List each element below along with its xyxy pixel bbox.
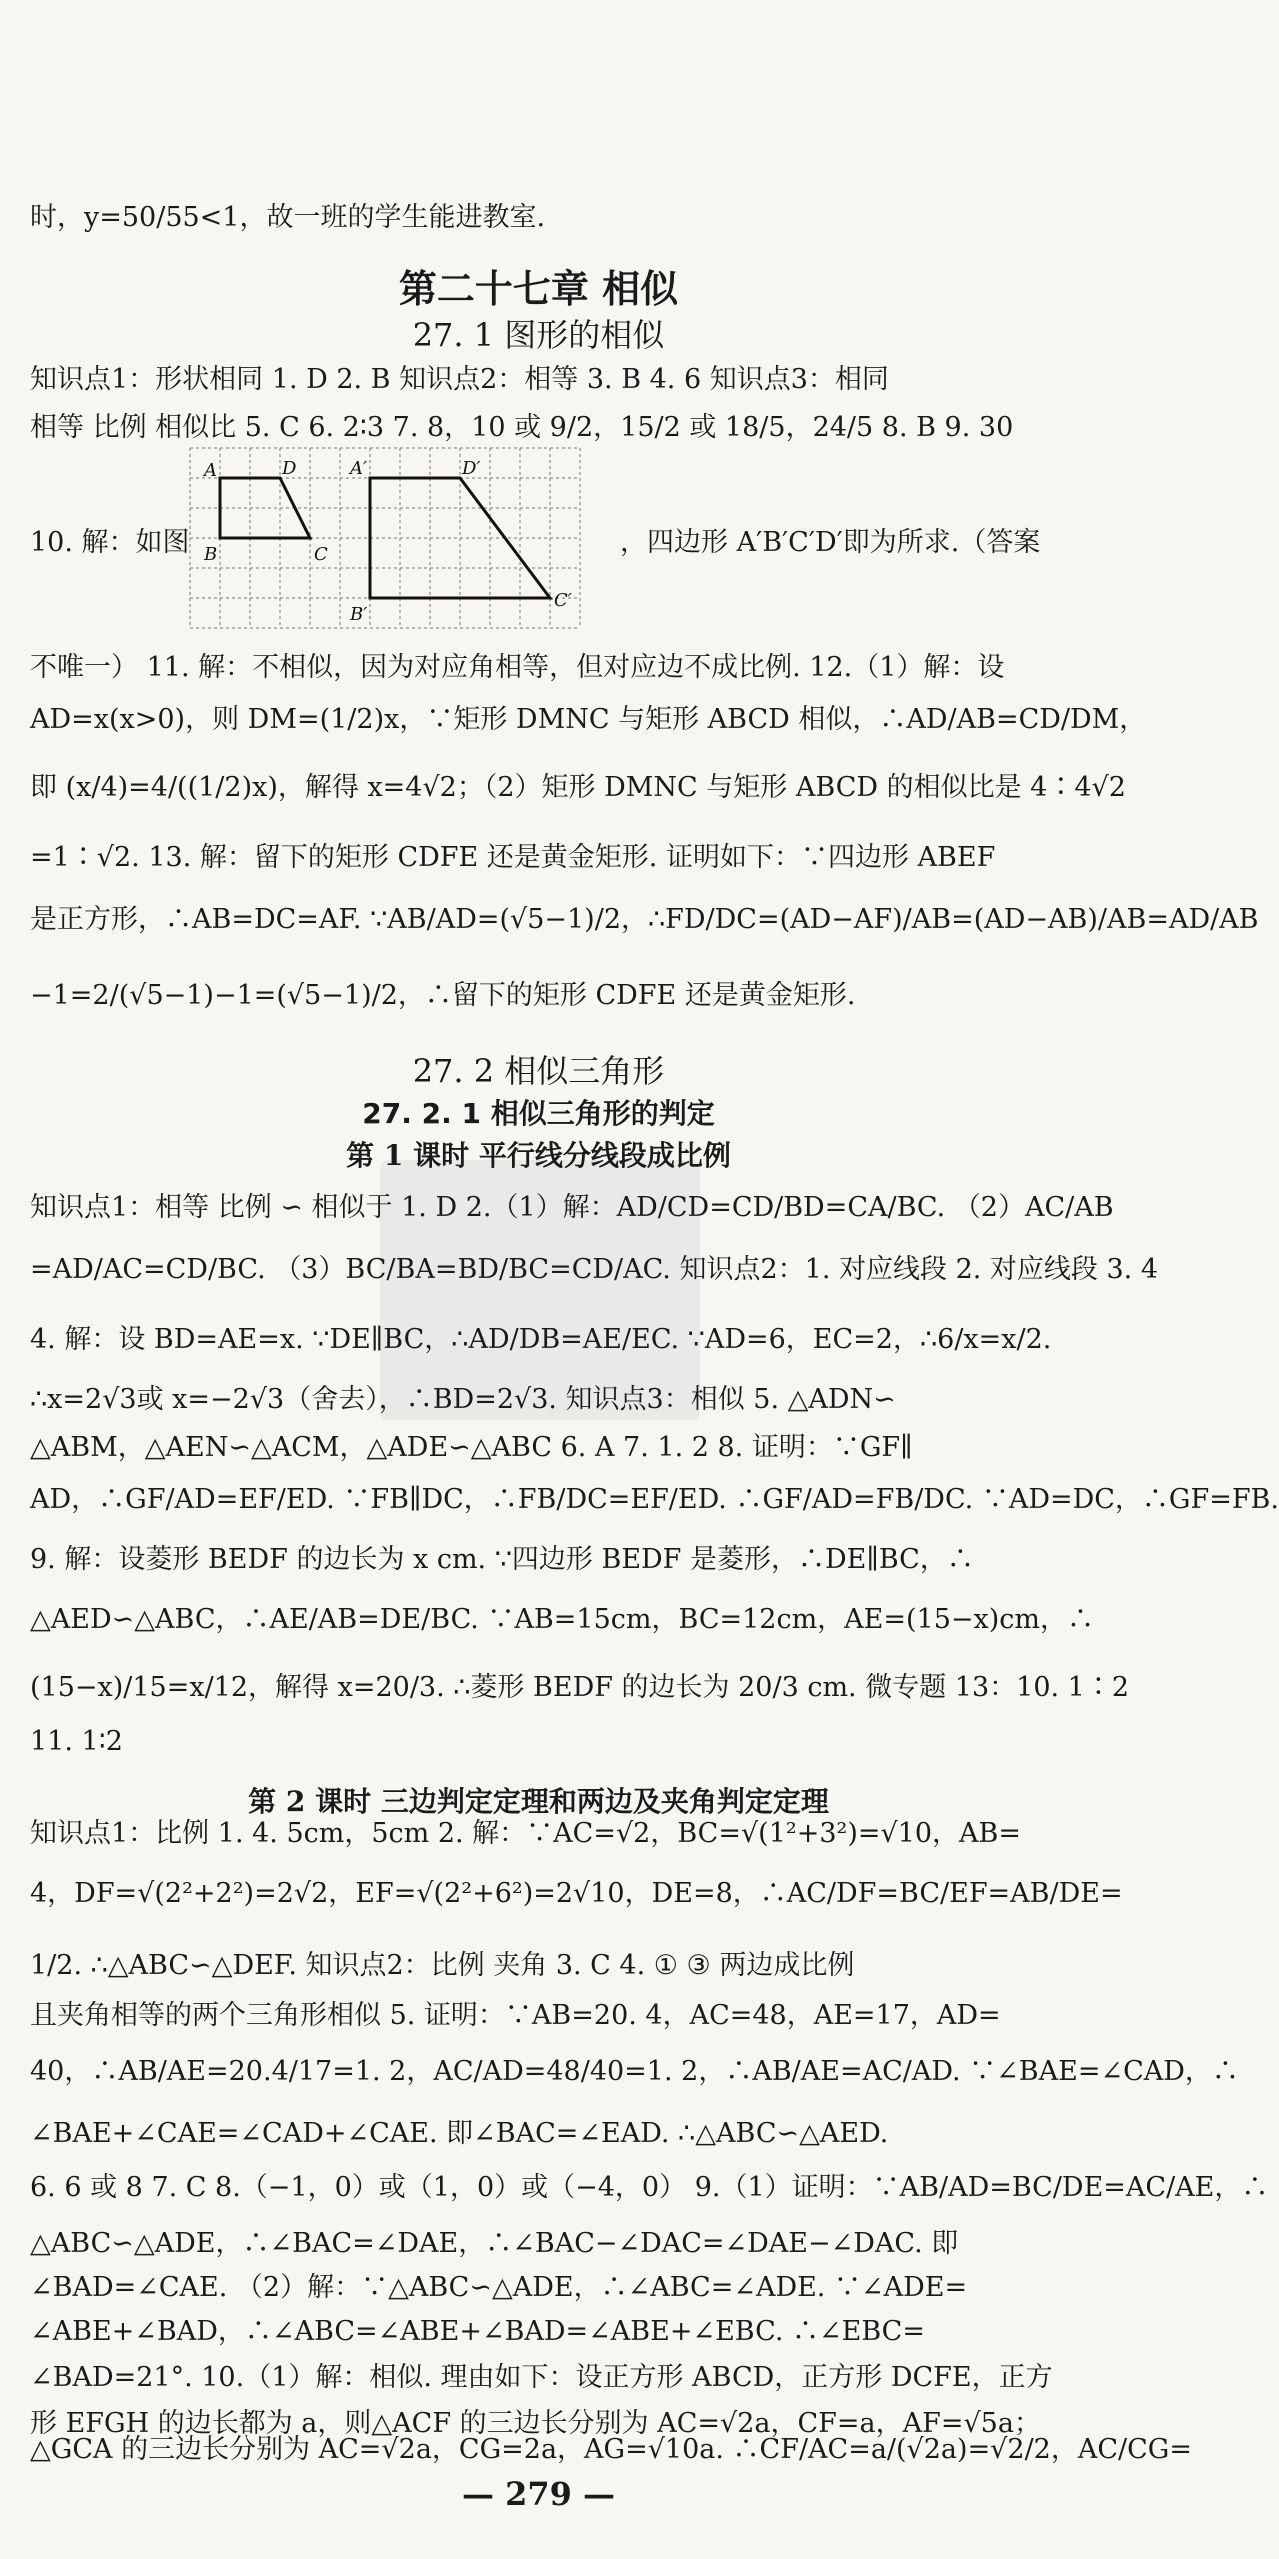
text-line: (15−x)/15=x/12，解得 x=20/3. ∴菱形 BEDF 的边长为 20/3 cm. 微专题 13：10. 1∶2	[30, 1672, 1130, 1703]
text-line: △GCA 的三边长分别为 AC=√2a，CG=2a，AG=√10a. ∴CF/AC=a/(√2a)=√2/2，AC/CG=	[30, 2434, 1192, 2465]
text-line: 形 EFGH 的边长都为 a，则△ACF 的三边长分别为 AC=√2a，CF=a，AF=√5a；	[30, 2408, 1041, 2439]
label-A: A	[204, 460, 217, 481]
lesson-title: 第 2 课时 三边判定定理和两边及夹角判定定理	[248, 1785, 829, 1818]
section-title: 27. 2 相似三角形	[412, 1052, 665, 1090]
text-line: 40，∴AB/AE=20.4/17=1. 2，AC/AD=48/40=1. 2，∴AB/AE=AC/AD. ∵∠BAE=∠CAD，∴	[30, 2056, 1239, 2087]
text-line: 知识点1：相等 比例 ∽ 相似于 1. D 2.（1）解：AD/CD=CD/BD=CA/BC. （2）AC/AB	[30, 1192, 1114, 1223]
text-line: 是正方形，∴AB=DC=AF. ∵AB/AD=(√5−1)/2，∴FD/DC=(AD−AF)/AB=(AD−AB)/AB=AD/AB	[30, 904, 1259, 935]
figure-caption-suffix: ，四边形 A′B′C′D′即为所求.（答案	[620, 527, 1041, 558]
text-line: =1∶√2. 13. 解：留下的矩形 CDFE 还是黄金矩形. 证明如下：∵四边形 ABEF	[30, 842, 996, 873]
text-line: 且夹角相等的两个三角形相似 5. 证明：∵AB=20. 4，AC=48，AE=17，AD=	[30, 2000, 1001, 2031]
lesson-title: 第 1 课时 平行线分线段成比例	[346, 1139, 731, 1172]
label-D: D	[282, 458, 297, 479]
text-line: 不唯一） 11. 解：不相似，因为对应角相等，但对应边不成比例. 12.（1）解：设	[30, 652, 1005, 683]
figure-caption-prefix: 10. 解：如图	[30, 527, 190, 558]
text-line: −1=2/(√5−1)−1=(√5−1)/2，∴留下的矩形 CDFE 还是黄金矩形.	[30, 980, 856, 1011]
label-C-prime: C′	[554, 590, 572, 611]
label-D-prime: D′	[462, 458, 481, 479]
chapter-title: 第二十七章 相似	[398, 267, 679, 311]
text-line: ∠BAD=21°. 10.（1）解：相似. 理由如下：设正方形 ABCD，正方形 DCFE，正方	[30, 2362, 1053, 2393]
section-title: 27. 1 图形的相似	[412, 316, 665, 354]
text-line: ∠BAE+∠CAE=∠CAD+∠CAE. 即∠BAC=∠EAD. ∴△ABC∽△AED.	[30, 2118, 889, 2149]
label-B-prime: B′	[350, 604, 368, 625]
grid-figure	[190, 448, 610, 638]
text-line: 时，y=50/55<1，故一班的学生能进教室.	[30, 202, 546, 233]
text-line: 9. 解：设菱形 BEDF 的边长为 x cm. ∵四边形 BEDF 是菱形，∴DE∥BC，∴	[30, 1544, 974, 1575]
label-A-prime: A′	[350, 458, 368, 479]
text-line: 11. 1∶2	[30, 1726, 123, 1757]
text-line: ∴x=2√3或 x=−2√3（舍去），∴BD=2√3. 知识点3：相似 5. △ADN∽	[30, 1384, 896, 1415]
text-line: △AED∽△ABC，∴AE/AB=DE/BC. ∵AB=15cm，BC=12cm，AE=(15−x)cm，∴	[30, 1604, 1095, 1635]
text-line: ∠ABE+∠BAD，∴∠ABC=∠ABE+∠BAD=∠ABE+∠EBC. ∴∠EBC=	[30, 2316, 925, 2347]
label-B: B	[204, 544, 218, 565]
text-line: 6. 6 或 8 7. C 8.（−1，0）或（1，0）或（−4，0） 9.（1）证明：∵AB/AD=BC/DE=AC/AE，∴	[30, 2172, 1269, 2203]
text-line: 即 (x/4)=4/((1/2)x)，解得 x=4√2；（2）矩形 DMNC 与矩形 ABCD 的相似比是 4∶4√2	[30, 772, 1126, 803]
subsection-title: 27. 2. 1 相似三角形的判定	[362, 1097, 715, 1130]
text-line: 4，DF=√(2²+2²)=2√2，EF=√(2²+6²)=2√10，DE=8，∴AC/DF=BC/EF=AB/DE=	[30, 1878, 1123, 1909]
label-C: C	[314, 544, 328, 565]
text-line: △ABC∽△ADE，∴∠BAC=∠DAE，∴∠BAC−∠DAC=∠DAE−∠DAC. 即	[30, 2228, 959, 2259]
text-line: =AD/AC=CD/BC. （3）BC/BA=BD/BC=CD/AC. 知识点2：1. 对应线段 2. 对应线段 3. 4	[30, 1254, 1159, 1285]
text-line: 相等 比例 相似比 5. C 6. 2∶3 7. 8，10 或 9/2，15/2 或 18/5，24/5 8. B 9. 30	[30, 412, 1014, 443]
text-line: 知识点1：形状相同 1. D 2. B 知识点2：相等 3. B 4. 6 知识点3：相同	[30, 364, 889, 395]
text-line: AD，∴GF/AD=EF/ED. ∵FB∥DC，∴FB/DC=EF/ED. ∴GF/AD=FB/DC. ∵AD=DC，∴GF=FB.	[30, 1484, 1279, 1515]
text-line: ∠BAD=∠CAE. （2）解：∵△ABC∽△ADE，∴∠ABC=∠ADE. ∵∠ADE=	[30, 2272, 968, 2303]
page-number: — 279 —	[461, 2475, 616, 2513]
text-line: AD=x(x>0)，则 DM=(1/2)x，∵矩形 DMNC 与矩形 ABCD 相似，∴AD/AB=CD/DM，	[30, 704, 1147, 735]
text-line: 4. 解：设 BD=AE=x. ∵DE∥BC，∴AD/DB=AE/EC. ∵AD=6，EC=2，∴6/x=x/2.	[30, 1324, 1052, 1355]
text-line: 知识点1：比例 1. 4. 5cm，5cm 2. 解：∵AC=√2，BC=√(1²+3²)=√10，AB=	[30, 1818, 1022, 1849]
text-line: △ABM，△AEN∽△ACM，△ADE∽△ABC 6. A 7. 1. 2 8. 证明：∵GF∥	[30, 1432, 913, 1463]
text-line: 1/2. ∴△ABC∽△DEF. 知识点2：比例 夹角 3. C 4. ① ③ 两边成比例	[30, 1950, 855, 1981]
